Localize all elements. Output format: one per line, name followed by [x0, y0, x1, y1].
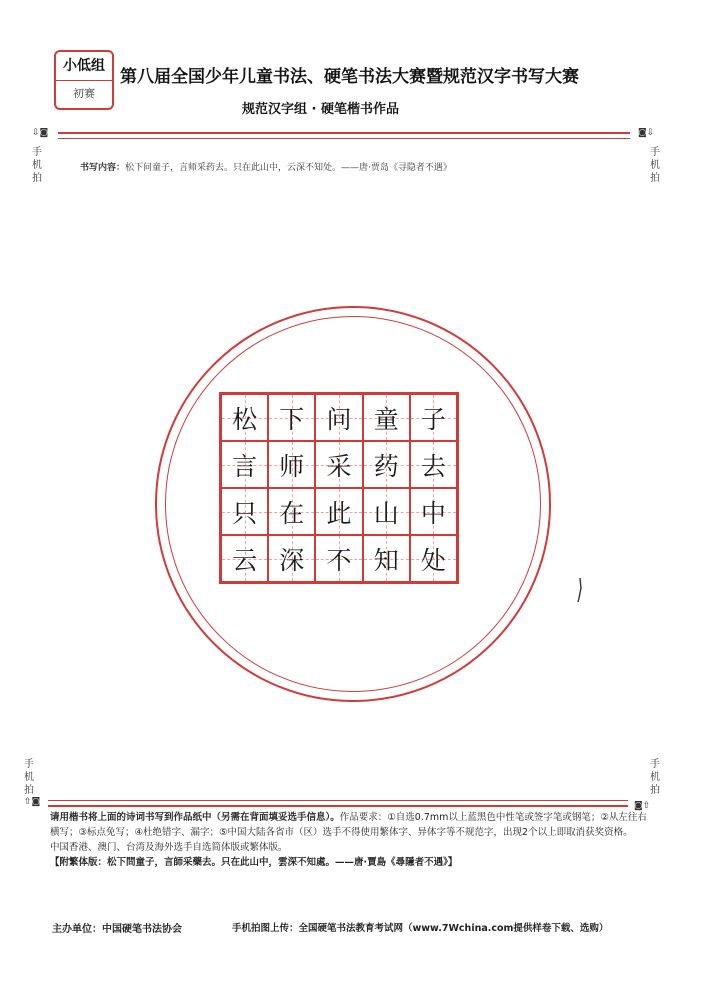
- grid-cell: 云: [221, 535, 268, 582]
- grid-cell: 处: [410, 535, 457, 582]
- grid-cell: 在: [268, 488, 315, 535]
- grid-cell: 药: [363, 441, 410, 488]
- top-rule-thin: [58, 138, 630, 139]
- grid-cell: 言: [221, 441, 268, 488]
- category-subtitle: 规范汉字组 · 硬笔楷书作品: [242, 102, 399, 117]
- grid-cell: 师: [268, 441, 315, 488]
- writing-content: [80, 160, 640, 173]
- upload-info: 手机拍图上传：全国硬笔书法教育考试网（www.7Wchina.com提供样卷下载、选购）: [232, 923, 609, 934]
- competition-title: 第八届全国少年儿童书法、硬笔书法大赛暨规范汉字书写大赛: [120, 67, 579, 87]
- grid-cell: 采: [315, 441, 362, 488]
- download-camera-icon: ⇩◙: [32, 128, 49, 138]
- writing-content-text: 松下问童子，言师采药去。只在此山中，云深不知处。——唐·贾岛《寻隐者不遇》: [125, 163, 452, 173]
- top-rule-thick: [58, 132, 630, 134]
- bottom-rule-thick: [48, 805, 628, 807]
- right-photo-label-top: 手机拍: [650, 147, 660, 184]
- right-photo-label-bottom: 手机拍: [650, 759, 660, 796]
- badge-group-label: 小低组: [56, 52, 112, 81]
- grid-cell: 只: [221, 488, 268, 535]
- grid-cell: 松: [221, 394, 268, 441]
- grid-cell: 山: [363, 488, 410, 535]
- grid-cell: 问: [315, 394, 362, 441]
- writing-content-label: 书写内容：: [80, 163, 126, 173]
- grid-cell: 中: [410, 488, 457, 535]
- instructions-requirements: [50, 810, 650, 840]
- instruction-detail: 作品要求：①自选0.7mm以上蓝黑色中性笔或签字笔或钢笔；②从左往右横写；③标点免写；④杜绝错字、漏字；⑤中国大陆各省市（区）选手不得使用繁体字、异体字等不规范字，出现2个以上即取消获奖资格。: [50, 812, 647, 838]
- left-photo-label-top: 手机拍: [32, 147, 42, 184]
- hk-note: 中国香港、澳门、台湾及海外选手自选简体版或繁体版。: [50, 842, 288, 853]
- left-photo-label-bottom: 手机拍: [24, 759, 34, 796]
- instructions: [50, 810, 650, 870]
- upload-camera-icon: ⇧◙: [24, 797, 41, 807]
- badge-round-label: 初赛: [73, 87, 95, 100]
- traditional-version: 【附繁体版：松下問童子，言師采藥去。只在此山中，雲深不知處。——唐·賈島《尋隱者不遇》】: [50, 857, 458, 868]
- grid-cell: 子: [410, 394, 457, 441]
- grid-cell: 此: [315, 488, 362, 535]
- grid-cell: 知: [363, 535, 410, 582]
- bottom-rule-thin: [48, 800, 628, 801]
- grid-cell: 下: [268, 394, 315, 441]
- camera-download-icon: ◙⇩: [638, 128, 655, 138]
- group-badge: [54, 50, 114, 110]
- grid-cell: 不: [315, 535, 362, 582]
- camera-upload-icon: ◙⇧: [634, 801, 651, 811]
- instruction-main: 请用楷书将上面的诗词书写到作品纸中（另需在背面填妥选手信息）。: [50, 812, 340, 823]
- grid-cell: 去: [410, 441, 457, 488]
- host-organization: 主办单位：中国硬笔书法协会: [52, 924, 182, 935]
- grid-cell: 童: [363, 394, 410, 441]
- writing-grid: [219, 392, 459, 584]
- grid-cell: 深: [268, 535, 315, 582]
- ink-mark: [577, 578, 582, 602]
